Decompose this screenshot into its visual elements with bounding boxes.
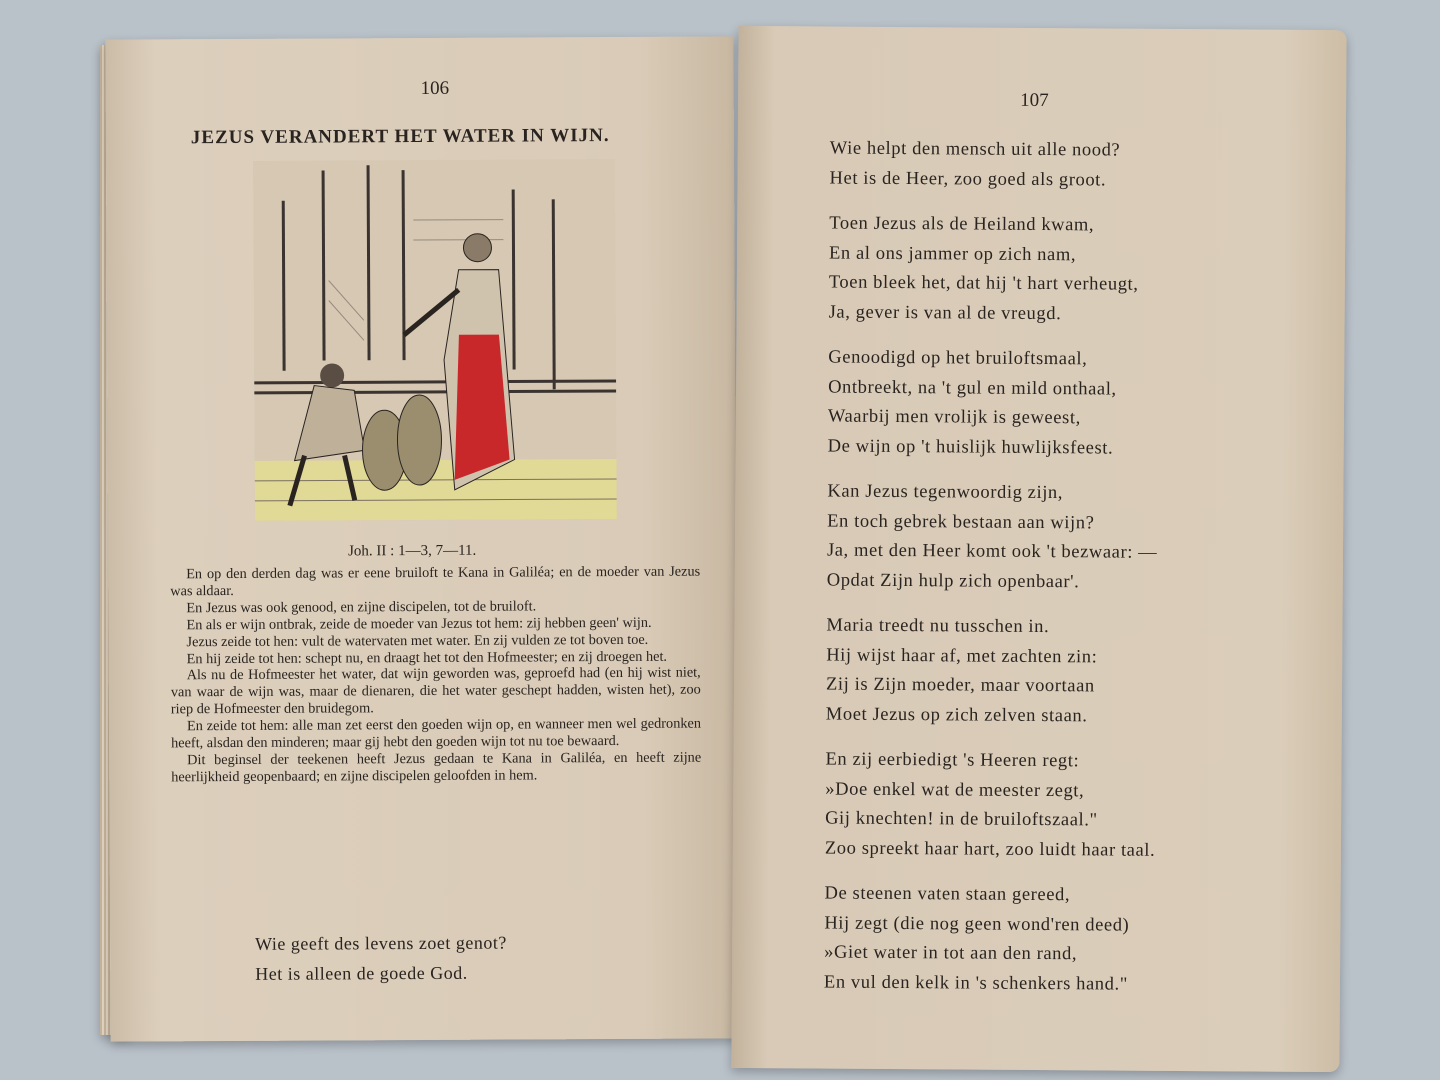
poem-line: Opdat Zijn hulp zich openbaar'. — [826, 570, 1080, 592]
poem-line: Toen Jezus als de Heiland kwam, — [829, 213, 1095, 236]
poem-line: Zoo spreekt haar hart, zoo luidt haar taal. — [824, 838, 1156, 861]
verse: Als nu de Hofmeester het water, dat wijn geworden was, geproefd had (en hij wist niet, van waar de wijn was, maar de dienaren, die het water geschept hadden, wisten het), zoo riep de Hofmeester den bruidegom. — [170, 664, 701, 718]
poem-line: De steenen vaten staan gereed, — [824, 883, 1071, 906]
poem-line: Wie geeft des levens zoet genot? — [255, 932, 507, 954]
poem-line: En al ons jammer op zich nam, — [828, 243, 1077, 265]
poem-line: De wijn op 't huislijk huwlijksfeest. — [827, 436, 1114, 459]
poem-line: Het is de Heer, zoo goed als groot. — [829, 168, 1107, 190]
poem — [824, 135, 1161, 1016]
stanza — [825, 746, 1156, 866]
stanza — [826, 612, 1157, 732]
verse: En zeide tot hem: alle man zet eerst den goeden wijn op, en wanneer men wel gedronken heeft, alsdan den minderen; maar gij hebt den goeden wijn tot nu toe bewaard. — [171, 715, 702, 752]
poem-line: Zij is Zijn moeder, maar voortaan — [825, 674, 1095, 697]
poem-line: »Giet water in tot aan den rand, — [824, 942, 1078, 965]
stanza — [824, 880, 1155, 1000]
verse: En hij zeide tot hen: schept nu, en draagt het tot den Hofmeester; en zij droegen het. — [186, 648, 668, 667]
page-number: 107 — [1020, 89, 1049, 112]
poem-couplet — [255, 928, 507, 989]
poem-line: En vul den kelk in 's schenkers hand." — [823, 972, 1128, 995]
poem-line: Genoodigd op het bruiloftsmaal, — [828, 347, 1088, 370]
poem-line: Moet Jezus op zich zelven staan. — [825, 704, 1088, 726]
poem-line: En toch gebrek bestaan aan wijn? — [827, 511, 1095, 533]
verse: En op den derden dag was er eene bruiloft te Kana in Galiléa; en de moeder van Jezus was aldaar. — [170, 563, 701, 600]
page-number: 106 — [420, 77, 450, 100]
verse: Dit beginsel der teekenen heeft Jezus gedaan te Kana in Galiléa, en heeft zijne heerlijkheid geopenbaard; en zijne discipelen geloofden in hem. — [171, 749, 702, 786]
scripture-reference: Joh. II : 1—3, 7—11. — [348, 542, 477, 560]
poem-line: Ontbreekt, na 't gul en mild onthaal, — [828, 377, 1117, 400]
poem-line: Kan Jezus tegenwoordig zijn, — [827, 481, 1064, 504]
chapter-title: JEZUS VERANDERT HET WATER IN WIJN. — [190, 125, 610, 149]
stanza — [827, 478, 1158, 598]
woodcut-illustration — [253, 159, 617, 521]
poem-line: Gij knechten! in de bruiloftszaal." — [825, 808, 1098, 831]
verse: Jezus zeide tot hen: vult de watervaten met water. En zij vulden ze tot boven toe. — [186, 631, 649, 650]
poem-line: »Doe enkel wat de meester zegt, — [825, 779, 1085, 801]
poem-line: Toen bleek het, dat hij 't hart verheugt, — [828, 272, 1139, 295]
left-page — [105, 36, 738, 1041]
verse: En als er wijn ontbrak, zeide de moeder van Jezus tot hem: zij hebben geen' wijn. — [186, 614, 652, 633]
poem-line: Ja, gever is van al de vreugd. — [828, 302, 1062, 324]
stanza — [829, 210, 1160, 330]
poem-line: Wie helpt den mensch uit alle nood? — [829, 138, 1121, 161]
poem-line: Waarbij men vrolijk is geweest, — [827, 406, 1081, 429]
poem-line: En zij eerbiedigt 's Heeren regt: — [825, 749, 1080, 772]
poem-line: Hij zegt (die nog geen wond'ren deed) — [824, 913, 1130, 936]
poem-line: Het is alleen de goede God. — [255, 962, 468, 984]
poem-line: Hij wijst haar af, met zachten zin: — [826, 645, 1098, 667]
stanza — [828, 344, 1159, 464]
scripture-text — [170, 564, 701, 787]
verse: En Jezus was ook genood, en zijne discipelen, tot de bruiloft. — [186, 598, 537, 617]
right-page — [731, 26, 1346, 1072]
poem-line: Maria treedt nu tusschen in. — [826, 615, 1050, 638]
stanza — [829, 135, 1160, 196]
poem-line: Ja, met den Heer komt ook 't bezwaar: — — [826, 540, 1158, 563]
